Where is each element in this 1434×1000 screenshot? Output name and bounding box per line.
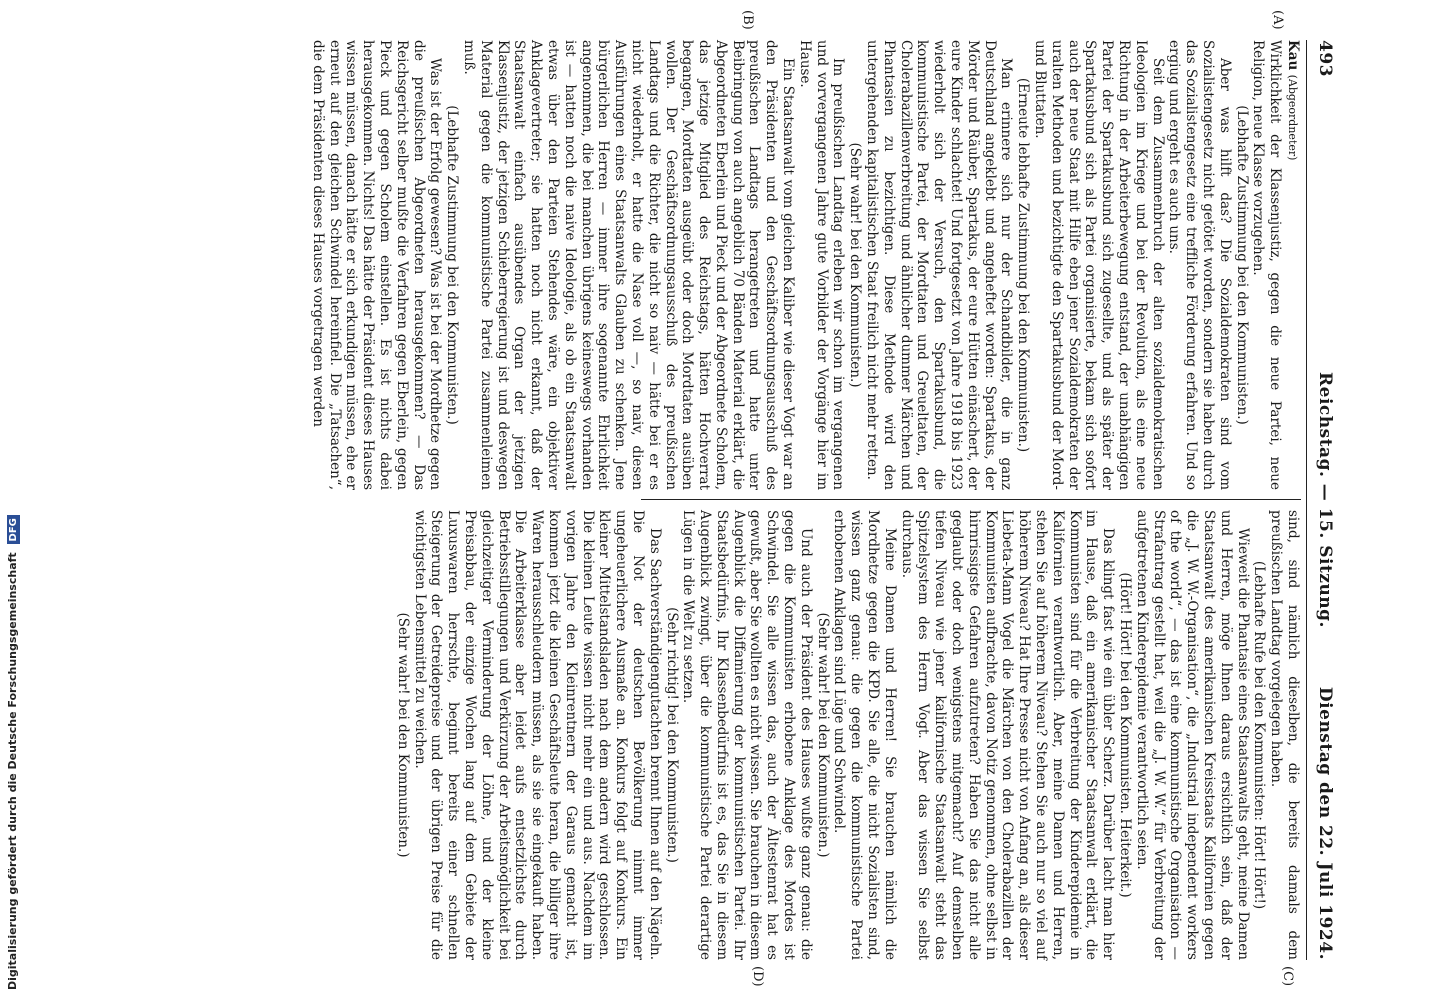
paragraph: Das klingt fast wie ein übler Scherz. Darüber lacht man hier im Hause, daß ein amerikanischer Staatsanwalt erklärt, die Kommunisten sind für die Verbreitung der Kinderepidemie in Kalifornien verantwortlich. Aber, meine Damen und Herren, stehen Sie auf höherem Niveau? Stehen Sie auch nur so viel auf höherem Niveau? Hat Ihre Presse nicht von Anfang an, als dieser Liebeta-Mann Vogel die Märchen von den Cholerabazillen der Kommunisten aufbrachte, davon Notiz genommen, ohne selbst in hirnrissigste Gefahren aufzutreten? Haben Sie das nicht alle geglaubt oder doch wenigstens mitgemacht? Auf demselben tiefen Niveau wie jener kalifornische Staatsanwalt steht das Spitzelsystem des Herrn Vogt. Aber das wissen Sie selbst durchaus. [898, 510, 1117, 960]
paragraph: Wieweit die Phantasie eines Staatsanwalts geht, meine Damen und Herren, möge Ihnen daraus ersichtlich sein, daß der Staatsanwalt des amerikanischen Kreisstaats Kalifornien gegen die „J. W. W.-Organisation“, die „Industrial independent workers of the world“, — das ist eine kommunistische Organisation — Strafantrag gestellt hat, weil die „J. W. W.“ für Verbreitung der aufgetretenen Kinderepidemie verantwortlich seien. [1133, 510, 1251, 960]
interjection: (Lebhafte Zustimmung bei den Kommunisten.) [444, 105, 461, 425]
session-title: Reichstag. — 15. Sitzung. [1315, 372, 1335, 628]
paragraph: Seit dem Zusammenbruch der alten sozialdemokratischen Ideologien im Kriege und bei der Revolution, als eine neue Richtung in der Arbeiterbewegung entstand, der unabhängigen Partei der Spartakusbund sich zugesellte, und als später der Spartakusbund sich als Partei organisierte, bekam sich sofort auch der neue Staat mit Hilfe eben jener Sozialdemokraten der uralten Methoden und bezichtigte den Spartakusbund der Mord- und Bluttaten. [1032, 40, 1166, 490]
interjection: (Hört! Hört! bei den Kommunisten. Heiterkeit.) [1117, 572, 1134, 898]
interjection: (Lebhafte Zustimmung bei den Kommunisten.) [1233, 105, 1250, 425]
interjection: (Sehr wahr! bei den Kommunisten.) [394, 612, 411, 858]
margin-mark-d: (D) [750, 966, 765, 987]
paragraph: Wirklichkeit der Klassenjustiz, gegen die neue Partei, neue Religion, neue Klasse vorzugehen. [1250, 40, 1284, 490]
paragraph: Was ist der Erfolg gewesen? Was ist bei der Mordhetze gegen die preußischen Abgeordneten herausgekommen? — Das Reichsgericht selber mußte die Verfahren gegen Eberlein, gegen Pieck und gegen Scholem einstellen. Es ist nichts dabei herausgekommen. Nichts! Das hätte der Präsident dieses Hauses wissen müssen, danach hätte er sich erkundigen müssen, ehe er erneut auf den gleichen Schwindel hereinfiel. Die „Tatsachen“, die dem Präsidenten dieses Hauses vorgetragen werden [309, 40, 444, 490]
margin-mark-b: (B) [740, 10, 755, 30]
paragraph: Ein Staatsanwalt vom gleichen Kaliber wie dieser Vogt war an den Präsidenten und den Geschäftsordnungsausschuß des preußischen Landtags herangetreten und hatte unter Beibringung von auch angeblich 70 Bänden Material erklärt, die Abgeordneten Eberlein und Pieck und der Abgeordnete Scholem, das jetzige Mitglied des Reichstags, hätten Hochverrat begangen, Mordtaten ausgeübt oder doch Mordtaten ausüben wollen. Der Geschäftsordnungsausschuß des preußischen Landtags und die Richter, die nicht so naiv — hätte bei er es nicht wiederholt, er hatte die Nase voll —, so naiv, diesen Ausführungen eines Staatsanwalts Glauben zu schenken. Jene bürgerlichen Herren — immer ihre sogenannte Ehrlichkeit angenommen, die bei manchen übrigens keineswegs vorhanden ist — hatten noch die naive Ideologie, als ob ein Staatsanwalt etwas über den Parteien Stehendes wäre, ein objektiver Anklagevertreter; sie hatten noch nicht erkannt, daß der Staatsanwalt einfach ausübendes Organ der jetzigen Klassenjustiz, der jetzigen Schieberregierung ist und deswegen Material gegen die kommunistische Partei zusammenleimen muß. [460, 40, 797, 490]
margin-mark-a: (A) [1270, 10, 1285, 30]
page-header [1309, 40, 1335, 960]
right-paragraphs [394, 510, 1301, 960]
paragraph: Im preußischen Landtag erleben wir schon im vergangenen und vorvergangenen Jahre gute Vorbilder der Vorgänge hier im Hause. [796, 40, 847, 490]
interjection: (Sehr wahr! bei den Kommunisten.) [847, 142, 864, 388]
paragraph: Und auch der Präsident des Hauses wußte ganz genau: die gegen die Kommunisten erhobene Anklage des Mordes ist Schwindel. Sie alle wissen das, auch der Ältestenrat hat es gewußt, aber Sie wollten es nicht wissen. Sie brauchen in diesem Augenblick die Diffamierung der kommunistischen Partei. Ihr Staatsbedürfnis, Ihr Klassenbedürfnis ist es, das Sie in diesem Augenblick zwingt, über die kommunistische Partei derartige Lügen in die Welt zu setzen. [680, 510, 814, 960]
paragraph: Aber was hilft das? Die Sozialdemokraten sind vom Sozialistengesetz nicht getötet worden, sondern sie haben durch das Sozialistengesetz eine treffliche Förderung erfahren. Und so ergiug und ergeht es auch uns. [1166, 40, 1233, 490]
margin-mark-c: (C) [1280, 966, 1295, 987]
paragraph: sind, sind nämlich dieselben, die bereits damals dem preußischen Landtag vorgelegen haben. [1268, 510, 1301, 960]
dfg-logo-icon: DFG [7, 515, 20, 544]
speaker-line: Kau (Abgeordneter) [1285, 40, 1301, 161]
header-rule [1306, 40, 1307, 960]
scanned-page [45, 0, 1345, 1000]
side-credit [0, 0, 42, 1000]
interjection: (Erneute lebhafte Zustimmung bei den Kommunisten.) [1015, 77, 1032, 453]
speaker-name: Kau [1285, 40, 1301, 71]
session-date: Dienstag den 22. Juli 1924. [1315, 686, 1335, 960]
paragraph: Man erinnere sich nur der Schandbilder, die in ganz Deutschland angeklebt und angeheftet worden: Spartakus, der Mörder und Räuber, Spartakus, der eure Hütten einäschert, der eure Kinder schlachtet! Und fortgesetzt von Jahre 1918 bis 1923 wiederholt sich der Versuch, den Spartakusbund, die kommunistische Partei, der Mordtaten und Greueltaten, der Cholerabazillenverbreitung und ähnlicher dummer Märchen und Phantasien zu bezichtigen. Diese Methode wird den untergehenden kapitalistischen Staat freilich nicht mehr retten. [864, 40, 1015, 490]
right-column [394, 510, 1301, 960]
interjection: (Sehr wahr! bei den Kommunisten.) [814, 612, 831, 858]
paragraph: Das Sachverständigengutachten brennt Ihnen auf den Nägeln. Die Not der deutschen Bevölkerung nimmt immer ungeheuerlichere Ausmaße an. Konkurs folgt auf Konkurs. Ein kleiner Mittelstandsladen nach dem andern wird geschlossen. Die kleinen Leute wissen nicht mehr ein und aus. Nachdem im vorigen Jahre den Kleinrentnern der Garaus gemacht ist, kommen jetzt die kleinen Geschäftsleute heran, die billiger ihre Waren herausschleudern müssen, als sie sie eingekauft haben. Die Arbeiterklasse aber leidet aufs entsetzlichste durch Betriebsstillegungen und Verkürzung der Arbeitsmöglichkeit bei gleichzeitiger Verminderung der Löhne, und der kleine Preisabbau, der einzige Wochen lang auf dem Gebiete der Luxuswaren herrschte, beginnt bereits einer schnellen Steigerung der Getreidepreise und der übrigen Preise für die wichtigsten Lebensmittel zu weichen. [411, 510, 663, 960]
paragraph: Meine Damen und Herren! Sie brauchen nämlich die Mordhetze gegen die KPD. Sie alle, die nicht Sozialisten sind, wissen ganz genau: die gegen die kommunistische Partei erhobenen Anklagen sind Lüge und Schwindel. [831, 510, 898, 960]
page-number: 493 [1315, 40, 1335, 77]
dfg-credit-line [6, 515, 20, 990]
speaker-role: Abgeordneter [1286, 78, 1299, 157]
left-paragraphs [309, 40, 1283, 490]
interjection: (Sehr richtig! bei den Kommunisten.) [663, 607, 680, 863]
dfg-credit-text: Digitalisierung gefördert durch die Deutsche Forschungsgemeinschaft [6, 552, 19, 990]
interjection: (Lebhafte Rufe bei den Kommunisten: Hört! Hört!) [1251, 560, 1268, 910]
column-divider [641, 499, 1301, 500]
left-column [309, 40, 1301, 490]
